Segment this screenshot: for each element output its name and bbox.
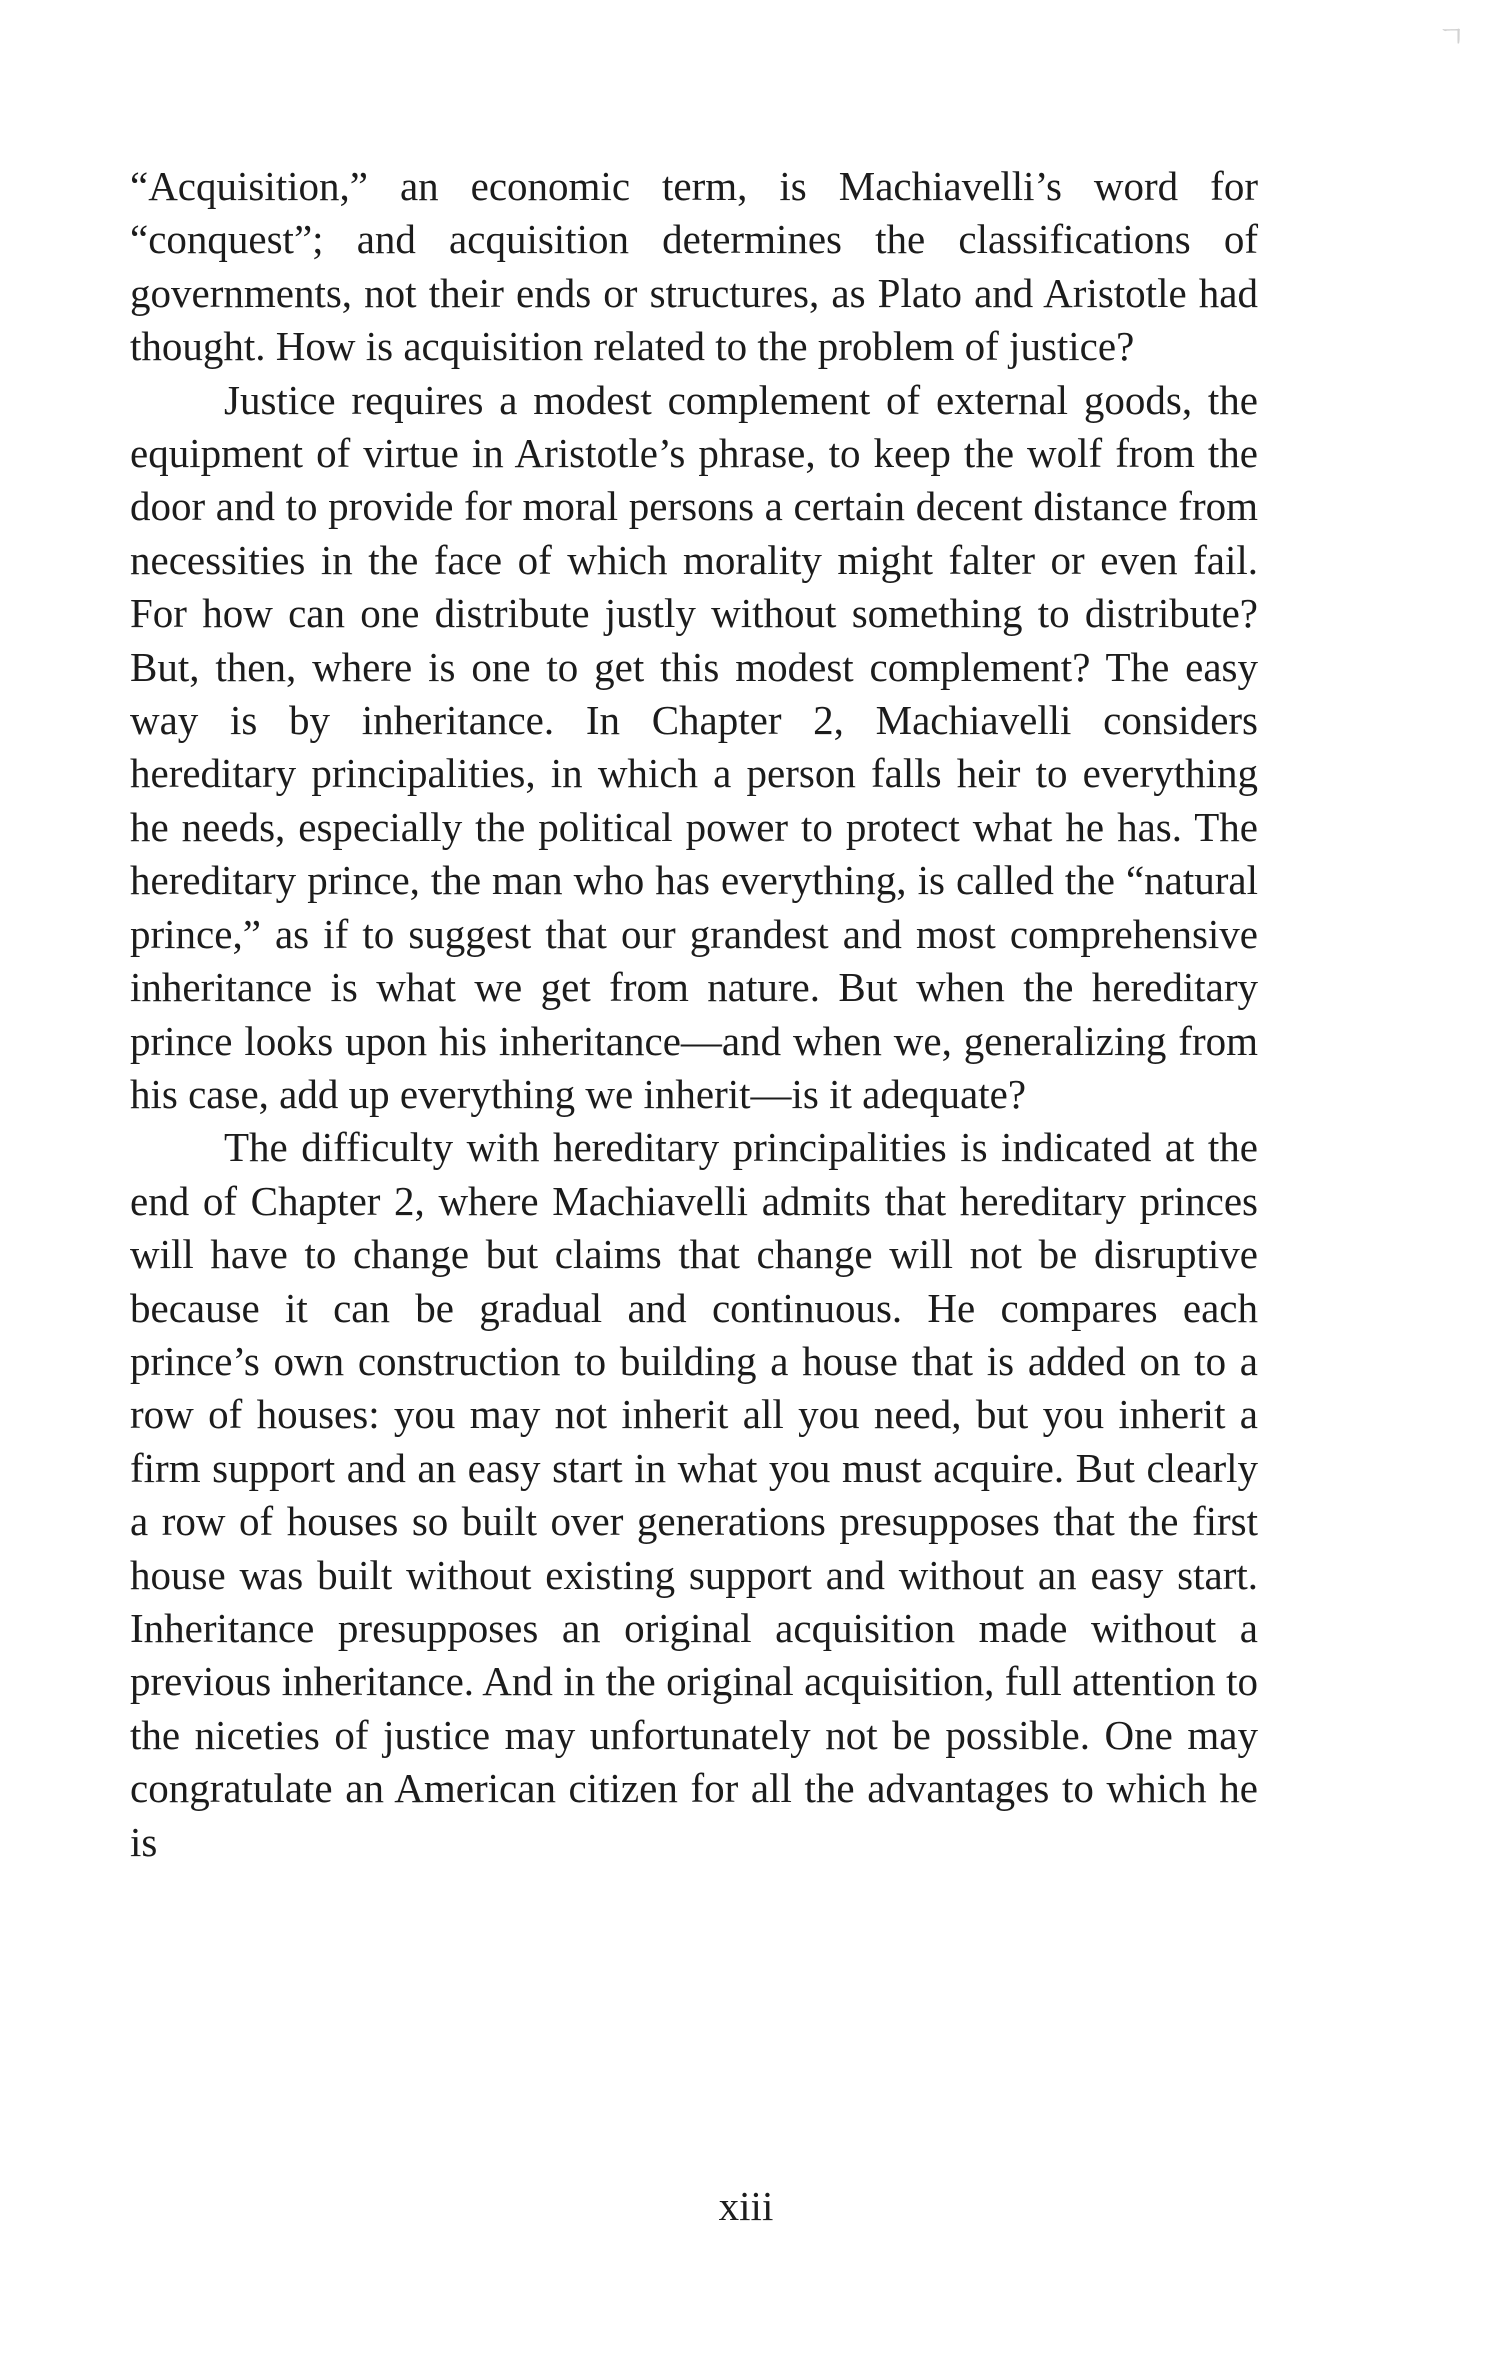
paragraph-justice: Justice requires a modest complement of external goods, the equipment of virtue in Aristotle’s phrase, to keep the wolf from the door and to provide for moral persons a certain decent distance from necessities in the face of which morality might falter or even fail. For how can one distribute justly without something to distribute? But, then, where is one to get this modest complement? The easy way is by inheritance. In Chapter 2, Machiavelli considers hereditary principalities, in which a person falls heir to everything he needs, especially the political power to protect what he has. The hereditary prince, the man who has everything, is called the “natural prince,” as if to suggest that our grandest and most comprehensive inheritance is what we get from nature. But when the hereditary prince looks upon his inheritance—and when we, generalizing from his case, add up everything we inherit—is it adequate? xyxy=(130,376,1258,1117)
page-number: xiii xyxy=(718,2183,774,2229)
paragraph-hereditary-principalities: The difficulty with hereditary principalities is indicated at the end of Chapter 2, where Machiavelli admits that hereditary princes will have to change but claims that change will not be disruptive because it can be gradual and continuous. He compares each prince’s own construction to building a house that is added on to a row of houses: you may not inherit all you need, but you inherit a firm support and an easy start in what you must acquire. But clearly a row of houses so built over generations presupposes that the first house was built without existing support and without an easy start. Inheritance presupposes an original acquisition made without a previous inheritance. And in the original acquisition, full attention to the niceties of justice may unfortunately not be possible. One may congratulate an American citizen for all the advantages to which he is xyxy=(130,1124,1258,1865)
corner-mark: ㄱ xyxy=(1437,20,1466,55)
paragraph-acquisition: “Acquisition,” an economic term, is Machiavelli’s word for “conquest”; and acquisition determines the classifications of governments, not their ends or structures, as Plato and Aristotle had thought. How is acquisition related to the problem of justice? xyxy=(130,163,1258,370)
body-text xyxy=(130,160,1258,1869)
